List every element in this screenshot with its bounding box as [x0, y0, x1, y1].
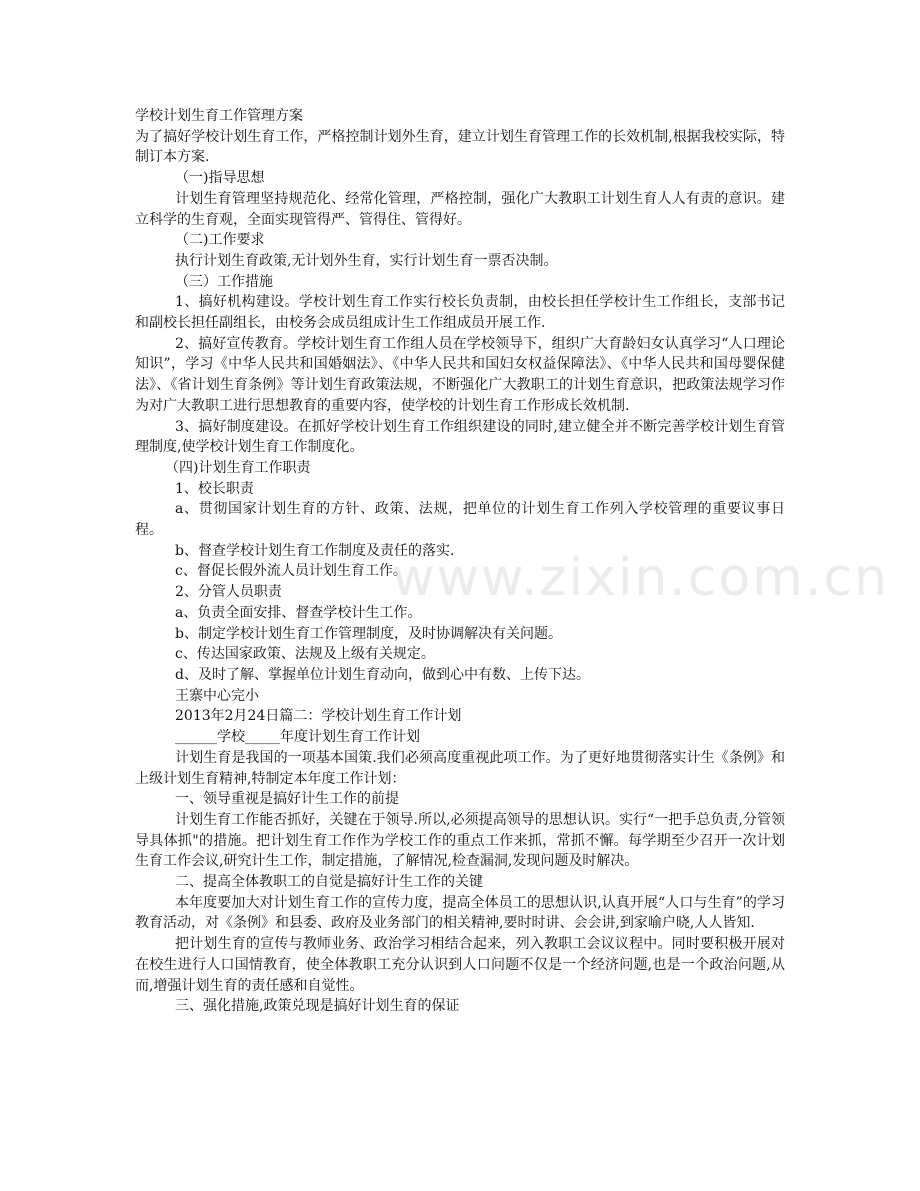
date-line: 2013年2月24日篇二：学校计划生育工作计划 — [175, 708, 462, 725]
document-body — [135, 106, 785, 1017]
section-2-body: 执行计划生育政策,无计划外生育，实行计划生育一票否决制。 — [175, 252, 558, 269]
watermark: www.zixin.com.cn — [392, 548, 889, 608]
plan-point-1-body: 计划生育工作能否抓好，关键在于领导.所以,必须提高领导的思想认识。实行“一把手总负责,分管领导具体抓"的措施。把计划生育工作作为学校工作的重点工作来抓，常抓不懈。每学期至少召开一次计划生育工作会议,研究计生工作，制定措施，了解情况,检查漏洞,发现问题及时解决。 — [135, 811, 785, 870]
section-3-item-3: 3、搞好制度建设。在抓好学校计划生育工作组织建设的同时,建立健全并不断完善学校计划生育管理制度,使学校计划生育工作制度化。 — [135, 418, 785, 456]
section-4-duty-d2: d、及时了解、掌握单位计划生育动向，做到心中有数、上传下达。 — [175, 666, 590, 683]
section-4-duty-b2: b、制定学校计划生育工作管理制度，及时协调解决有关问题。 — [175, 625, 562, 642]
plan-point-2-body-2: 把计划生育的宣传与教师业务、政治学习相结合起来，列入教职工会议议程中。同时要积极开展对在校生进行人口国情教育，使全体教职工充分认识到人口问题不仅是一个经济问题,也是一个政治问题,从而,增强计划生育的责任感和自觉性。 — [135, 936, 785, 994]
plan-point-3-heading: 三、强化措施,政策兑现是搞好计划生育的保证 — [175, 998, 460, 1015]
plan-intro: 计划生育是我国的一项基本国策.我们必须高度重视此项工作。为了更好地贯彻落实计生《条例》和上级计划生育精神,特制定本年度工作计划： — [135, 749, 785, 787]
section-3-item-1: 1、搞好机构建设。学校计划生育工作实行校长负责制，由校长担任学校计生工作组长，支部书记和副校长担任副组长，由校务会成员组成计生工作组成员开展工作. — [135, 294, 785, 332]
section-4-sub-1: 1、校长职责 — [175, 480, 254, 497]
section-4-heading: （四)计划生育工作职责 — [165, 459, 311, 476]
section-4-duty-b1: b、督查学校计划生育工作制度及责任的落实. — [175, 542, 455, 559]
section-4-duty-c1: c、督促长假外流人员计划生育工作。 — [175, 563, 407, 580]
section-1-heading: （一)指导思想 — [175, 170, 265, 187]
section-1-body: 计划生育管理坚持规范化、经常化管理，严格控制，强化广大教职工计划生育人人有责的意识。建立科学的生育观，全面实现管得严、管得住、管得好。 — [135, 190, 785, 228]
section-4-duty-a2: a、负责全面安排、督查学校计生工作。 — [175, 604, 422, 621]
section-4-sub-2: 2、分管人员职责 — [175, 584, 282, 601]
section-3-heading: （三）工作措施 — [175, 273, 273, 290]
document-title: 学校计划生育工作管理方案 — [135, 108, 303, 124]
section-2-heading: （二)工作要求 — [175, 232, 265, 249]
signature: 王寨中心完小 — [175, 687, 259, 704]
plan-point-2-heading: 二、提高全体教职工的自觉是搞好计生工作的关键 — [175, 874, 483, 891]
plan-point-2-body-1: 本年度要加大对计划生育工作的宣传力度，提高全体员工的思想认识,认真开展“人口与生育”的学习教育活动，对《条例》和县委、政府及业务部门的相关精神,要时时讲、会会讲,到家喻户晓,人人皆知. — [135, 894, 785, 932]
intro-paragraph: 为了搞好学校计划生育工作，严格控制计划外生育，建立计划生育管理工作的长效机制,根据我校实际，特制订本方案. — [135, 128, 785, 166]
section-3-item-2: 2、搞好宣传教育。学校计划生育工作组人员在学校领导下，组织广大育龄妇女认真学习“人口理论知识”，学习《中华人民共和国婚姻法》、《中华人民共和国妇女权益保障法》、《中华人民共和国母婴保健法》、《省计划生育条例》等计划生育政策法规，不断强化广大教职工的计划生育意识，把政策法规学习作为对广大教职工进行思想教育的重要内容，使学校的计划生育工作形成长效机制. — [135, 335, 785, 414]
section-4-duty-a1: a、贯彻国家计划生育的方针、政策、法规，把单位的计划生育工作列入学校管理的重要议事日程。 — [135, 501, 785, 539]
plan-title: ______学校_____年度计划生育工作计划 — [175, 729, 420, 746]
plan-point-1-heading: 一、领导重视是搞好计生工作的前提 — [175, 791, 399, 808]
section-4-duty-c2: c、传达国家政策、法规及上级有关规定。 — [175, 646, 435, 663]
